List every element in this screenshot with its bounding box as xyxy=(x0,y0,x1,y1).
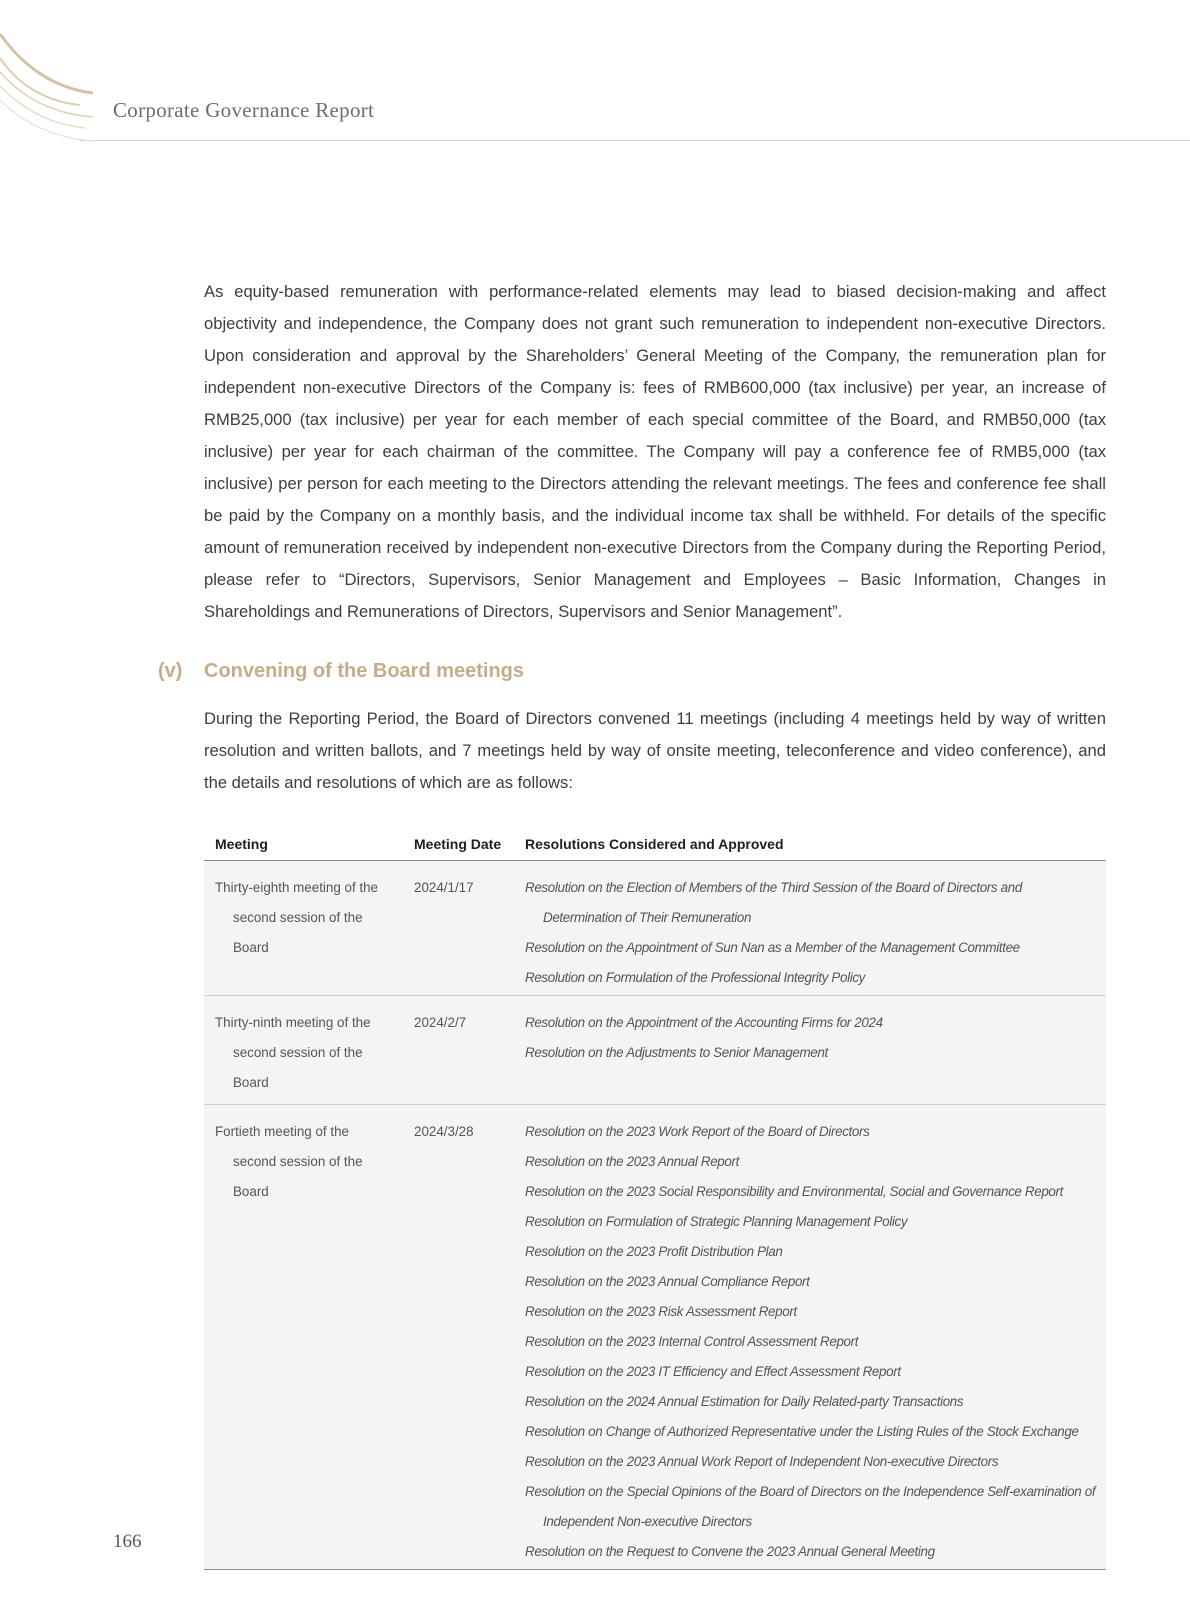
resolution-item: Resolution on the 2023 Profit Distribution Plan xyxy=(525,1244,783,1259)
header-divider xyxy=(80,140,1190,141)
resolution-item: Resolution on the Appointment of the Accounting Firms for 2024 xyxy=(525,1015,883,1030)
resolutions-cell xyxy=(514,996,1106,1105)
resolution-item: Resolution on the Special Opinions of the Board of Directors on the Independence Self-examination of Independent Non-executive Directors xyxy=(525,1484,1096,1529)
meeting-name: Thirty-eighth meeting of the second session of the Board xyxy=(215,880,379,955)
meeting-cell xyxy=(204,861,403,996)
section-title: Convening of the Board meetings xyxy=(204,660,525,682)
table-row xyxy=(204,996,1106,1105)
resolution-item: Resolution on Formulation of the Professional Integrity Policy xyxy=(525,970,866,985)
decorative-arcs-icon xyxy=(0,0,100,145)
table-row xyxy=(204,1105,1106,1570)
date-cell xyxy=(403,861,514,996)
remuneration-paragraph: As equity-based remuneration with performance-related elements may lead to biased decision-making and affect objectivity and independence, the Company does not grant such remuneration to independent non-executive Directors. Upon consideration and approval by the Shareholders’ General Meeting of the Company, the remuneration plan for independent non-executive Directors of the Company is: fees of RMB600,000 (tax inclusive) per year, an increase of RMB25,000 (tax inclusive) per year for each member of each special committee of the Board, and RMB50,000 (tax inclusive) per year for each chairman of the committee. The Company will pay a conference fee of RMB5,000 (tax inclusive) per person for each meeting to the Directors attending the relevant meetings. The fees and conference fee shall be paid by the Company on a monthly basis, and the individual income tax shall be withheld. For details of the specific amount of remuneration received by independent non-executive Directors from the Company during the Reporting Period, please refer to “Directors, Supervisors, Senior Management and Employees – Basic Information, Changes in Shareholdings and Remunerations of Directors, Supervisors and Senior Management”. xyxy=(204,282,1106,621)
meeting-cell xyxy=(204,996,403,1105)
resolution-item: Resolution on the Adjustments to Senior Management xyxy=(525,1045,828,1060)
board-meetings-table xyxy=(204,830,1106,1570)
resolution-item: Resolution on the 2023 Annual Report xyxy=(525,1154,739,1169)
resolution-item: Resolution on the Appointment of Sun Nan as a Member of the Management Committee xyxy=(525,940,1020,955)
meeting-name: Fortieth meeting of the second session of the Board xyxy=(215,1124,363,1199)
resolution-item: Resolution on the 2023 IT Efficiency and Effect Assessment Report xyxy=(525,1364,901,1379)
resolution-item: Resolution on the 2023 Internal Control Assessment Report xyxy=(525,1334,859,1349)
meeting-date: 2024/3/28 xyxy=(414,1124,474,1139)
column-header-meeting: Meeting xyxy=(204,830,403,861)
resolution-item: Resolution on the 2023 Social Responsibility and Environmental, Social and Governance Report xyxy=(525,1184,1063,1199)
resolution-item: Resolution on the 2023 Risk Assessment Report xyxy=(525,1304,797,1319)
resolutions-cell xyxy=(514,861,1106,996)
resolution-item: Resolution on the 2023 Annual Work Report of Independent Non-executive Directors xyxy=(525,1454,999,1469)
resolutions-cell xyxy=(514,1105,1106,1570)
resolution-item: Resolution on the Election of Members of the Third Session of the Board of Directors and Determination of Their Remuneration xyxy=(525,880,1022,925)
meeting-name: Thirty-ninth meeting of the second session of the Board xyxy=(215,1015,371,1090)
resolution-list xyxy=(525,1008,1096,1070)
resolution-item: Resolution on Change of Authorized Representative under the Listing Rules of the Stock Exchange xyxy=(525,1424,1079,1439)
date-cell xyxy=(403,996,514,1105)
resolution-item: Resolution on the Request to Convene the 2023 Annual General Meeting xyxy=(525,1544,935,1559)
section-number: (v) xyxy=(158,660,183,682)
resolution-item: Resolution on Formulation of Strategic Planning Management Policy xyxy=(525,1214,908,1229)
meeting-date: 2024/2/7 xyxy=(414,1015,467,1030)
column-header-resolutions: Resolutions Considered and Approved xyxy=(514,830,1106,861)
date-cell xyxy=(403,1105,514,1570)
table-row xyxy=(204,861,1106,996)
column-header-date: Meeting Date xyxy=(403,830,514,861)
section-intro-paragraph: During the Reporting Period, the Board of Directors convened 11 meetings (including 4 meetings held by way of written resolution and written ballots, and 7 meetings held by way of onsite meeting, teleconference and video conference), and the details and resolutions of which are as follows: xyxy=(204,709,1106,792)
meeting-cell xyxy=(204,1105,403,1570)
page-number: 166 xyxy=(113,1531,142,1552)
page-header-title: Corporate Governance Report xyxy=(113,98,375,122)
resolution-item: Resolution on the 2023 Annual Compliance Report xyxy=(525,1274,810,1289)
section-heading xyxy=(158,660,524,683)
resolution-item: Resolution on the 2023 Work Report of the Board of Directors xyxy=(525,1124,870,1139)
resolution-item: Resolution on the 2024 Annual Estimation for Daily Related-party Transactions xyxy=(525,1394,964,1409)
resolution-list xyxy=(525,873,1096,995)
resolution-list xyxy=(525,1117,1096,1569)
table-header-row xyxy=(204,830,1106,861)
meeting-date: 2024/1/17 xyxy=(414,880,474,895)
